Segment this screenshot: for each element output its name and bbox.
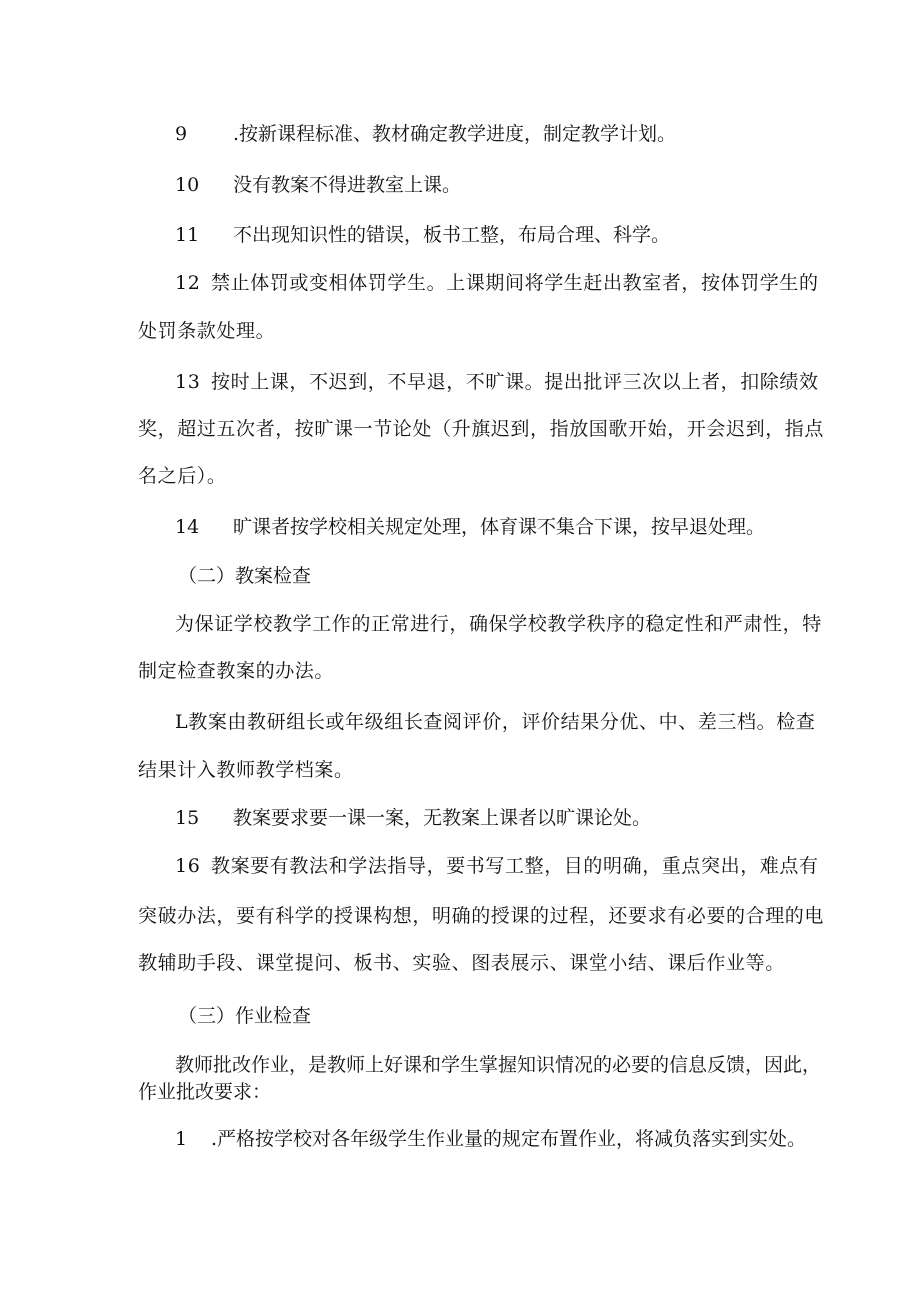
- item-13-continuation-2: 名之后）。: [138, 465, 227, 487]
- item-text: 按时上课，不迟到，不早退，不旷课。提出批评三次以上者，扣除绩效: [211, 371, 819, 393]
- item-number: 13: [175, 371, 201, 393]
- item-12-continuation: 处罚条款处理。: [138, 320, 276, 342]
- item-14: [175, 514, 765, 540]
- section-3-item-1: [175, 1126, 806, 1152]
- item-number: 16: [175, 855, 201, 877]
- section-2-point-l-continuation: 结果计入教师教学档案。: [138, 759, 354, 781]
- item-16: [175, 853, 819, 879]
- item-15: [175, 805, 651, 831]
- section-3-heading: （三）作业检查: [178, 1005, 312, 1027]
- item-number: 11: [175, 224, 200, 246]
- item-9: [175, 121, 676, 147]
- item-text: 禁止体罚或变相体罚学生。上课期间将学生赶出教室者，按体罚学生的: [211, 272, 819, 294]
- item-text: 没有教案不得进教室上课。: [233, 174, 462, 196]
- item-text: .严格按学校对各年级学生作业量的规定布置作业，将减负落实到实处。: [211, 1128, 807, 1150]
- item-number: 10: [175, 174, 200, 196]
- item-number: 1: [175, 1128, 188, 1150]
- item-11: [175, 222, 670, 248]
- section-2-intro-continuation: 制定检查教案的办法。: [138, 660, 335, 682]
- item-10: [175, 172, 461, 198]
- section-3-intro-continuation: 作业批改要求：: [138, 1081, 272, 1103]
- item-number: 9: [175, 123, 188, 145]
- item-13: [175, 369, 819, 395]
- section-2-intro: 为保证学校教学工作的正常进行，确保学校教学秩序的稳定性和严肃性，特: [175, 613, 822, 635]
- item-number: 14: [175, 516, 200, 538]
- item-text: .按新课程标准、教材确定教学进度，制定教学计划。: [233, 123, 677, 145]
- item-16-continuation-2: 教辅助手段、课堂提问、板书、实验、图表展示、课堂小结、课后作业等。: [138, 952, 785, 974]
- item-text: 教案要有教法和学法指导，要书写工整，目的明确，重点突出，难点有: [211, 855, 819, 877]
- item-text: 旷课者按学校相关规定处理，体育课不集合下课，按早退处理。: [233, 516, 766, 538]
- item-16-continuation: 突破办法，要有科学的授课构想，明确的授课的过程，还要求有必要的合理的电: [138, 905, 825, 927]
- item-12: [175, 270, 819, 296]
- item-text: 教案要求要一课一案，无教案上课者以旷课论处。: [233, 807, 652, 829]
- item-13-continuation: 奖，超过五次者，按旷课一节论处（升旗迟到，指放国歌开始，开会迟到，指点: [138, 418, 825, 440]
- item-number: 15: [175, 807, 200, 829]
- section-2-point-l: L教案由教研组长或年级组长查阅评价，评价结果分优、中、差三档。检查: [175, 711, 816, 733]
- item-text: 不出现知识性的错误，板书工整，布局合理、科学。: [233, 224, 671, 246]
- section-3-intro: 教师批改作业，是教师上好课和学生掌握知识情况的必要的信息反馈，因此，: [175, 1054, 822, 1076]
- item-number: 12: [175, 272, 201, 294]
- section-2-heading: （二）教案检查: [178, 565, 312, 587]
